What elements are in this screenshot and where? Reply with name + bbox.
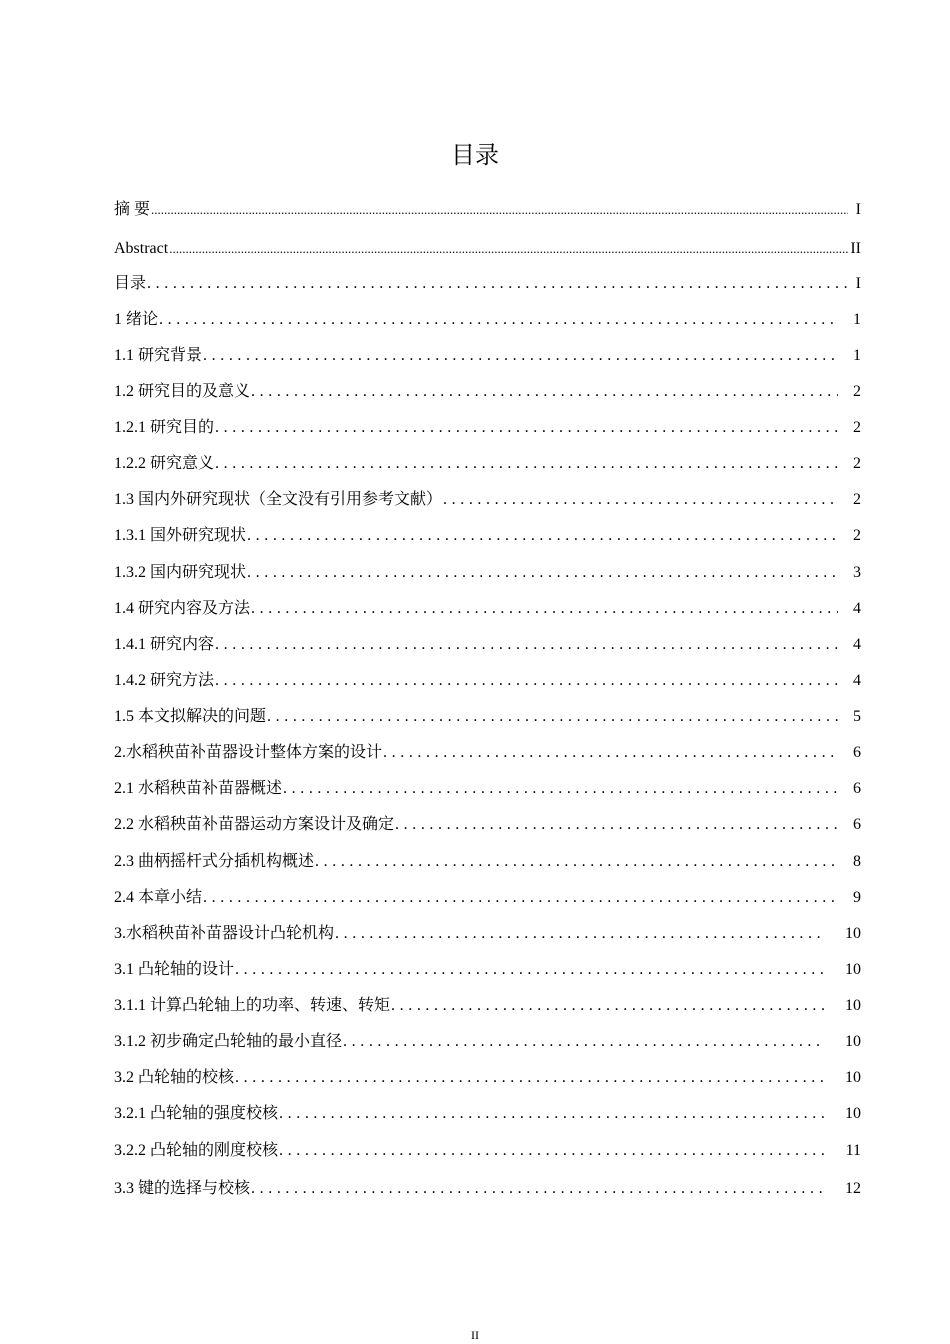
toc-entry-label: 1.4.2 研究方法 (114, 672, 215, 689)
toc-entry-label: 1.3.1 国外研究现状 (114, 527, 247, 544)
dot-leader (247, 563, 838, 583)
toc-entry-page: 5 (853, 708, 861, 725)
toc-entry-label: 3.1.2 初步确定凸轮轴的最小直径 (114, 1033, 343, 1050)
toc-entry-page: 2 (853, 527, 861, 544)
toc-entry-label: 2.3 曲柄摇杆式分插机构概述 (114, 853, 315, 870)
toc-entry-page: 1 (853, 347, 861, 364)
toc-entry-label: 3.水稻秧苗补苗器设计凸轮机构 (114, 925, 335, 942)
toc-entry-label: 3.2.2 凸轮轴的刚度校核 (114, 1142, 279, 1159)
toc-entry-3-3[interactable] (114, 1177, 861, 1199)
toc-entry-1-3[interactable] (114, 488, 861, 510)
toc-entry-page: 4 (853, 600, 861, 617)
toc-entry-page: 2 (853, 419, 861, 436)
toc-entry-3-2-2[interactable] (114, 1139, 861, 1161)
toc-entry-page: 12 (845, 1180, 861, 1197)
toc-entry-1-4-2[interactable] (114, 669, 861, 691)
toc-entry-label: 1.3 国内外研究现状（全文没有引用参考文献） (114, 491, 443, 508)
toc-entry-1-2-2[interactable] (114, 452, 861, 474)
toc-entry-page: 1 (853, 311, 861, 328)
toc-entry-1-4[interactable] (114, 597, 861, 619)
toc-entry-label: 1 绪论 (114, 311, 159, 328)
toc-entry-3-1-2[interactable] (114, 1030, 861, 1052)
dot-leader (343, 1032, 824, 1052)
toc-entry-page: 4 (853, 672, 861, 689)
toc-entry-label: Abstract (114, 240, 169, 257)
toc-entry-1-5[interactable] (114, 705, 861, 727)
toc-entry-2-2[interactable] (114, 813, 861, 835)
dot-leader (215, 454, 838, 474)
toc-entry-label: 3.2 凸轮轴的校核 (114, 1069, 235, 1086)
dot-leader (391, 996, 824, 1016)
toc-entry-label: 3.1 凸轮轴的设计 (114, 961, 235, 978)
toc-entry-label: 摘 要 (114, 201, 151, 218)
toc-entry-label: 目录 (114, 275, 147, 292)
toc-entry-3-2[interactable] (114, 1066, 861, 1088)
toc-entry-label: 1.2 研究目的及意义 (114, 383, 251, 400)
toc-entry-page: I (855, 275, 861, 292)
toc-entry-page: 10 (845, 1033, 861, 1050)
dot-leader (267, 707, 838, 727)
toc-entry-label: 2.水稻秧苗补苗器设计整体方案的设计 (114, 744, 383, 761)
toc-entry-1-3-2[interactable] (114, 561, 861, 583)
dot-leader (279, 1104, 824, 1124)
toc-entry-chapter-2[interactable] (114, 741, 861, 763)
toc-entry-page: II (850, 240, 861, 257)
dot-leader (279, 1141, 824, 1161)
toc-entry-chapter-1[interactable] (114, 308, 861, 330)
toc-entry-1-1[interactable] (114, 344, 861, 366)
toc-entry-label: 1.4.1 研究内容 (114, 636, 215, 653)
toc-entry-label: 3.3 键的选择与校核 (114, 1180, 251, 1197)
toc-entry-chapter-3[interactable] (114, 922, 861, 944)
dot-leader (315, 852, 838, 872)
toc-entry-page: 2 (853, 491, 861, 508)
toc-entry-page: 10 (845, 961, 861, 978)
toc-entry-2-1[interactable] (114, 777, 861, 799)
toc-entry-page: 2 (853, 455, 861, 472)
toc-entry-label: 3.1.1 计算凸轮轴上的功率、转速、转矩 (114, 997, 391, 1014)
dot-leader (151, 200, 848, 220)
dot-leader (247, 526, 838, 546)
toc-entry-abstract-cn[interactable] (114, 198, 861, 220)
dot-leader (235, 960, 824, 980)
toc-entry-page: 2 (853, 383, 861, 400)
toc-entry-3-1-1[interactable] (114, 994, 861, 1016)
toc-entry-contents[interactable] (114, 272, 861, 294)
toc-entry-label: 2.2 水稻秧苗补苗器运动方案设计及确定 (114, 816, 395, 833)
dot-leader (235, 1068, 824, 1088)
toc-entry-1-3-1[interactable] (114, 524, 861, 546)
toc-entry-label: 3.2.1 凸轮轴的强度校核 (114, 1105, 279, 1122)
toc-entry-page: 10 (845, 925, 861, 942)
dot-leader (159, 310, 838, 330)
toc-entry-1-2[interactable] (114, 380, 861, 402)
toc-entry-label: 1.2.1 研究目的 (114, 419, 215, 436)
toc-entry-label: 2.1 水稻秧苗补苗器概述 (114, 780, 283, 797)
toc-entry-page: 11 (845, 1142, 861, 1159)
toc-entry-page: 10 (845, 1069, 861, 1086)
toc-entry-label: 1.3.2 国内研究现状 (114, 564, 247, 581)
dot-leader (251, 1179, 824, 1199)
toc-entry-label: 2.4 本章小结 (114, 889, 203, 906)
dot-leader (283, 779, 838, 799)
dot-leader (443, 490, 838, 510)
toc-entry-page: I (855, 201, 861, 218)
toc-entry-page: 6 (853, 816, 861, 833)
toc-entry-label: 1.4 研究内容及方法 (114, 600, 251, 617)
toc-entry-1-4-1[interactable] (114, 633, 861, 655)
toc-entry-3-2-1[interactable] (114, 1102, 861, 1124)
toc-entry-page: 10 (845, 1105, 861, 1122)
toc-entry-page: 8 (853, 853, 861, 870)
toc-title: 目录 (451, 141, 499, 170)
dot-leader (215, 418, 838, 438)
dot-leader (215, 635, 838, 655)
toc-entry-page: 10 (845, 997, 861, 1014)
toc-entry-2-4[interactable] (114, 886, 861, 908)
dot-leader (395, 815, 838, 835)
toc-entry-page: 9 (853, 889, 861, 906)
toc-entry-label: 1.1 研究背景 (114, 347, 203, 364)
toc-entry-1-2-1[interactable] (114, 416, 861, 438)
dot-leader (215, 671, 838, 691)
toc-entry-abstract-en[interactable] (114, 237, 861, 259)
dot-leader (383, 743, 838, 763)
page-number-footer: II (471, 1328, 479, 1342)
toc-entry-3-1[interactable] (114, 958, 861, 980)
toc-entry-label: 1.2.2 研究意义 (114, 455, 215, 472)
dot-leader (147, 274, 848, 294)
toc-entry-page: 4 (853, 636, 861, 653)
toc-entry-2-3[interactable] (114, 850, 861, 872)
toc-entry-page: 3 (853, 564, 861, 581)
toc-entry-page: 6 (853, 780, 861, 797)
dot-leader (251, 599, 838, 619)
dot-leader (251, 382, 838, 402)
dot-leader (335, 924, 824, 944)
dot-leader (203, 888, 838, 908)
dot-leader (169, 239, 848, 259)
toc-entry-label: 1.5 本文拟解决的问题 (114, 708, 267, 725)
dot-leader (203, 346, 838, 366)
toc-entry-page: 6 (853, 744, 861, 761)
